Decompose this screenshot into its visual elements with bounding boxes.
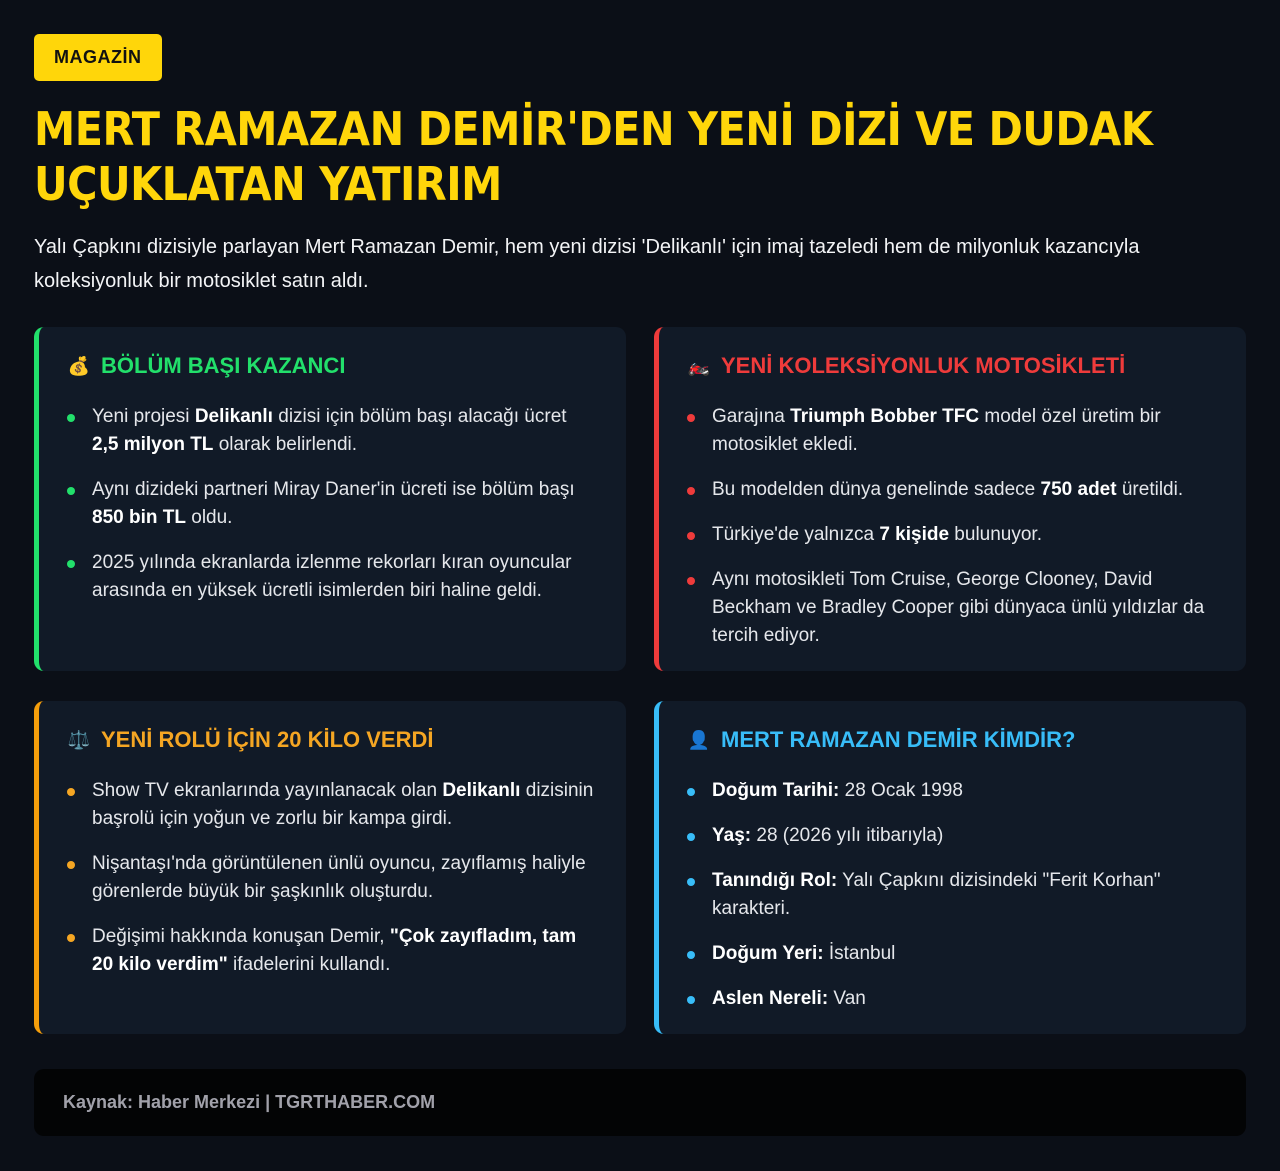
list-item: Aynı motosikleti Tom Cruise, George Clooney, David Beckham ve Bradley Cooper gibi dünyaca ünlü yıldızlar da tercih ediyor.	[687, 566, 1218, 650]
card-title: BÖLÜM BAŞI KAZANCI	[101, 353, 346, 378]
motorcycle-icon: 🏍️	[687, 356, 711, 376]
info-card-grid	[34, 327, 1246, 1034]
list-item: Show TV ekranlarında yayınlanacak olan Delikanlı dizisinin başrolü için yoğun ve zorlu bir kampa girdi.	[67, 777, 598, 833]
lede-paragraph: Yalı Çapkını dizisiyle parlayan Mert Ramazan Demir, hem yeni dizisi 'Delikanlı' için imaj tazeledi hem de milyonluk kazancıyla koleksiyonluk bir motosiklet satın aldı.	[34, 236, 1140, 292]
list-item: Aynı dizideki partneri Miray Daner'in ücreti ise bölüm başı 850 bin TL oldu.	[67, 476, 598, 532]
source-credit: Kaynak: Haber Merkezi | TGRTHABER.COM	[63, 1092, 436, 1112]
card-episode-earnings	[34, 327, 626, 671]
card-title: YENİ KOLEKSİYONLUK MOTOSİKLETİ	[721, 353, 1126, 378]
list-item: Nişantaşı'nda görüntülenen ünlü oyuncu, zayıflamış haliyle görenlerde büyük bir şaşkınlık oluşturdu.	[67, 850, 598, 906]
list-item: Değişimi hakkında konuşan Demir, "Çok zayıfladım, tam 20 kilo verdim" ifadelerini kullandı.	[67, 923, 598, 979]
card-collector-motorcycle	[654, 327, 1246, 671]
list-item: Bu modelden dünya genelinde sadece 750 adet üretildi.	[687, 476, 1218, 504]
person-icon: 👤	[687, 730, 711, 750]
headline: MERT RAMAZAN DEMİR'DEN YENİ DİZİ VE DUDAK UÇUKLATAN YATIRIM	[34, 102, 1153, 211]
article-header	[34, 34, 1246, 298]
list-item: Aslen Nereli: Van	[687, 985, 1218, 1013]
list-item: Tanındığı Rol: Yalı Çapkını dizisindeki "Ferit Korhan" karakteri.	[687, 867, 1218, 923]
list-item: 2025 yılında ekranlarda izlenme rekorları kıran oyuncular arasında en yüksek ücretli isimlerden biri haline geldi.	[67, 549, 598, 605]
list-item: Yaş: 28 (2026 yılı itibarıyla)	[687, 822, 1218, 850]
money-bag-icon: 💰	[67, 356, 91, 376]
list-item: Türkiye'de yalnızca 7 kişide bulunuyor.	[687, 521, 1218, 549]
list-item: Doğum Yeri: İstanbul	[687, 940, 1218, 968]
card-title: MERT RAMAZAN DEMİR KİMDİR?	[721, 727, 1076, 752]
list-item: Doğum Tarihi: 28 Ocak 1998	[687, 777, 1218, 805]
balance-scale-icon: ⚖️	[67, 730, 91, 750]
list-item: Yeni projesi Delikanlı dizisi için bölüm başı alacağı ücret 2,5 milyon TL olarak belirlendi.	[67, 403, 598, 459]
list-item: Garajına Triumph Bobber TFC model özel üretim bir motosiklet ekledi.	[687, 403, 1218, 459]
card-weight-loss	[34, 701, 626, 1034]
card-biography	[654, 701, 1246, 1034]
source-footer	[34, 1069, 1246, 1136]
category-badge[interactable]: MAGAZİN	[34, 34, 162, 81]
card-title: YENİ ROLÜ İÇİN 20 KİLO VERDİ	[101, 727, 434, 752]
